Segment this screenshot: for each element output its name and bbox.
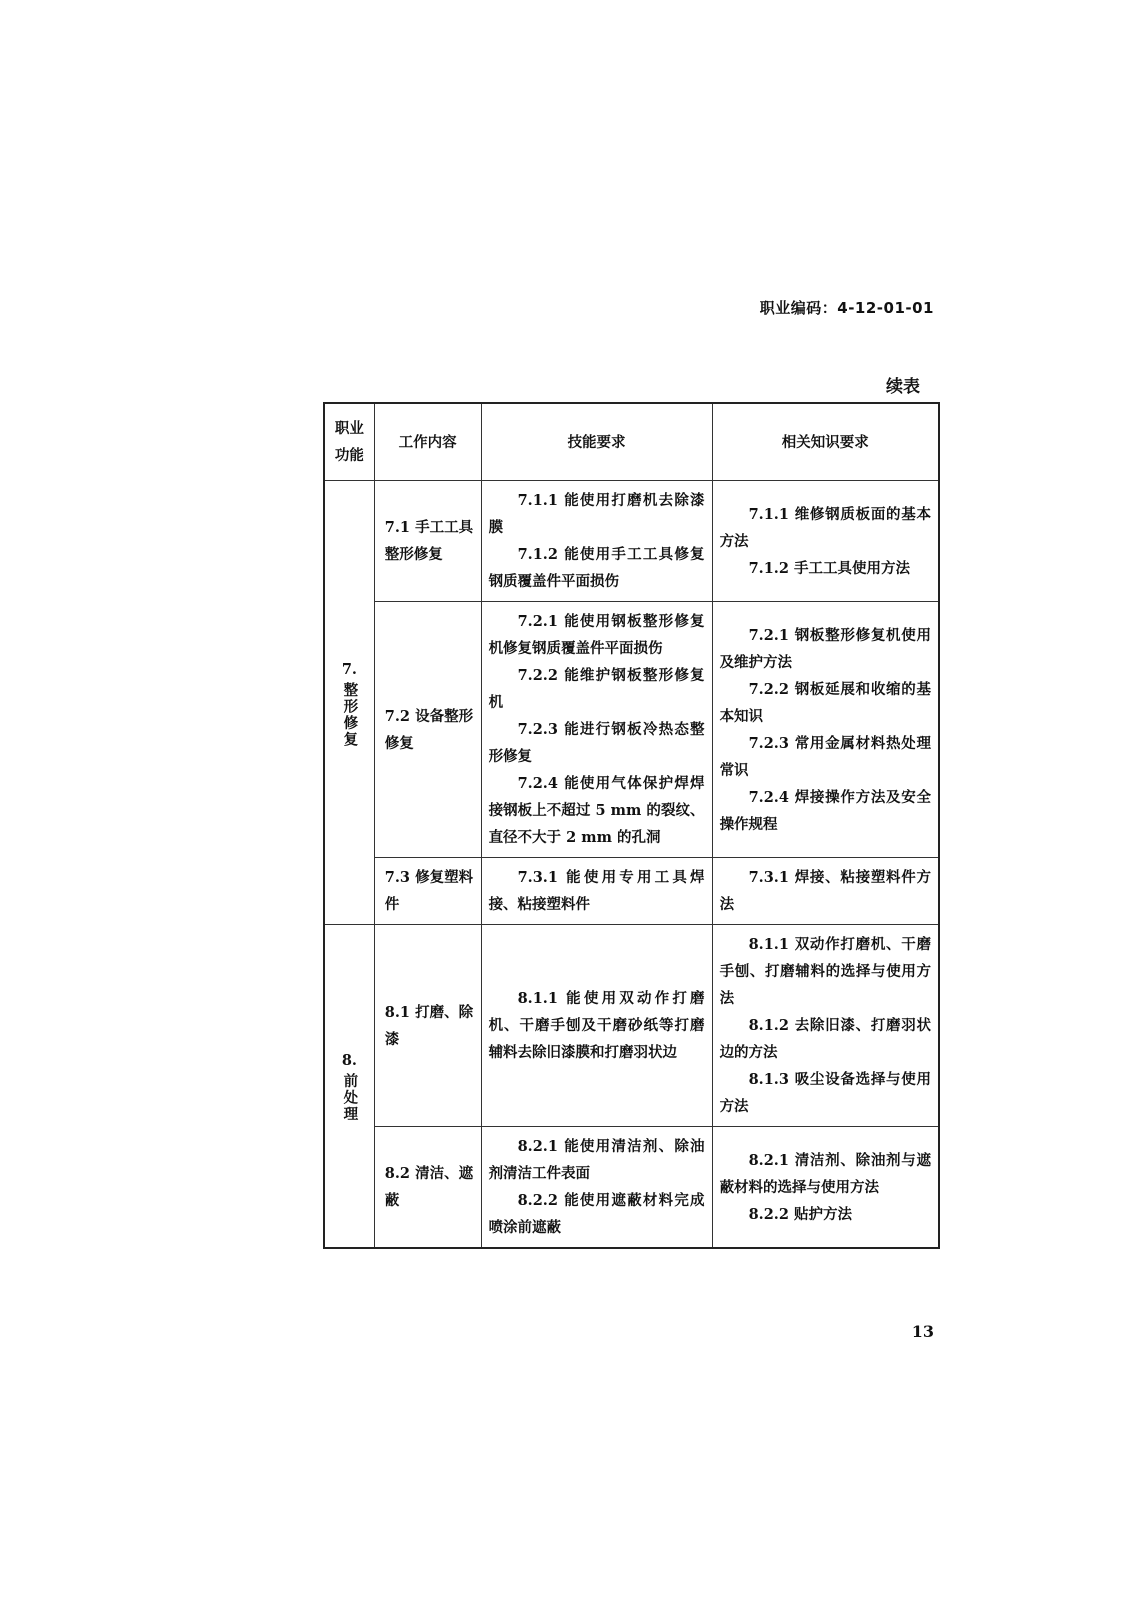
table-row bbox=[324, 481, 939, 602]
column-header-knowledge: 相关知识要求 bbox=[712, 403, 939, 481]
knowledge-item: 8.2.2 贴护方法 bbox=[748, 1205, 852, 1223]
knowledge-item: 7.1.2 手工工具使用方法 bbox=[748, 559, 910, 577]
knowledge-item: 8.1.1 双动作打磨机、干磨手刨、打磨辅料的选择与使用方法 bbox=[719, 936, 931, 1007]
knowledge-item: 7.2.2 钢板延展和收缩的基本知识 bbox=[719, 680, 931, 725]
column-header-work: 工作内容 bbox=[374, 403, 481, 481]
work-content-cell: 7.3 修复塑料件 bbox=[374, 858, 481, 925]
continued-label: 续表 bbox=[886, 377, 920, 397]
knowledge-item: 7.2.4 焊接操作方法及安全操作规程 bbox=[719, 788, 931, 833]
skills-table bbox=[323, 402, 940, 1249]
skill-item: 7.2.4 能使用气体保护焊焊接钢板上不超过 5 mm 的裂纹、直径不大于 2 mm 的孔洞 bbox=[488, 775, 705, 846]
skills-cell bbox=[481, 602, 712, 858]
knowledge-cell bbox=[712, 481, 939, 602]
knowledge-item: 7.1.1 维修钢质板面的基本方法 bbox=[719, 505, 931, 550]
knowledge-item: 7.3.1 焊接、粘接塑料件方法 bbox=[719, 869, 931, 913]
work-content-cell: 7.1 手工工具整形修复 bbox=[374, 481, 481, 602]
skills-cell bbox=[481, 481, 712, 602]
function-cell-7 bbox=[324, 481, 374, 925]
skill-item: 7.2.1 能使用钢板整形修复机修复钢质覆盖件平面损伤 bbox=[488, 613, 705, 657]
function-number: 7. bbox=[341, 660, 357, 678]
column-header-function: 职业功能 bbox=[324, 403, 374, 481]
table-row bbox=[324, 602, 939, 858]
skill-item: 7.1.1 能使用打磨机去除漆膜 bbox=[488, 492, 705, 536]
table-row bbox=[324, 858, 939, 925]
function-name: 整形修复 bbox=[341, 681, 359, 748]
skills-cell bbox=[481, 925, 712, 1127]
occupation-code: 职业编码：4-12-01-01 bbox=[759, 299, 934, 317]
table-row bbox=[324, 1127, 939, 1249]
skill-item: 8.1.1 能使用双动作打磨机、干磨手刨及干磨砂纸等打磨辅料去除旧漆膜和打磨羽状边 bbox=[488, 990, 705, 1061]
function-number: 8. bbox=[341, 1052, 357, 1070]
function-name: 前处理 bbox=[341, 1073, 359, 1123]
skills-cell bbox=[481, 1127, 712, 1249]
page-number: 13 bbox=[911, 1322, 934, 1341]
table-header-row bbox=[324, 403, 939, 481]
skill-item: 7.2.2 能维护钢板整形修复机 bbox=[488, 667, 705, 711]
skill-item: 8.2.1 能使用清洁剂、除油剂清洁工件表面 bbox=[488, 1138, 705, 1182]
knowledge-item: 7.2.3 常用金属材料热处理常识 bbox=[719, 734, 931, 779]
knowledge-cell bbox=[712, 925, 939, 1127]
skill-item: 7.1.2 能使用手工工具修复钢质覆盖件平面损伤 bbox=[488, 546, 705, 590]
work-content-cell: 8.1 打磨、除漆 bbox=[374, 925, 481, 1127]
skill-item: 8.2.2 能使用遮蔽材料完成喷涂前遮蔽 bbox=[488, 1192, 705, 1236]
function-cell-8 bbox=[324, 925, 374, 1249]
knowledge-item: 7.2.1 钢板整形修复机使用及维护方法 bbox=[719, 626, 931, 671]
skills-table-wrapper bbox=[323, 402, 940, 1249]
column-header-skills: 技能要求 bbox=[481, 403, 712, 481]
work-content-cell: 7.2 设备整形修复 bbox=[374, 602, 481, 858]
knowledge-item: 8.1.3 吸尘设备选择与使用方法 bbox=[719, 1071, 931, 1115]
knowledge-item: 8.1.2 去除旧漆、打磨羽状边的方法 bbox=[719, 1017, 931, 1061]
knowledge-cell bbox=[712, 1127, 939, 1249]
work-content-cell: 8.2 清洁、遮蔽 bbox=[374, 1127, 481, 1249]
skill-item: 7.2.3 能进行钢板冷热态整形修复 bbox=[488, 721, 705, 765]
knowledge-cell bbox=[712, 602, 939, 858]
skills-cell bbox=[481, 858, 712, 925]
knowledge-item: 8.2.1 清洁剂、除油剂与遮蔽材料的选择与使用方法 bbox=[719, 1151, 931, 1196]
table-row bbox=[324, 925, 939, 1127]
knowledge-cell bbox=[712, 858, 939, 925]
skill-item: 7.3.1 能使用专用工具焊接、粘接塑料件 bbox=[488, 869, 705, 913]
